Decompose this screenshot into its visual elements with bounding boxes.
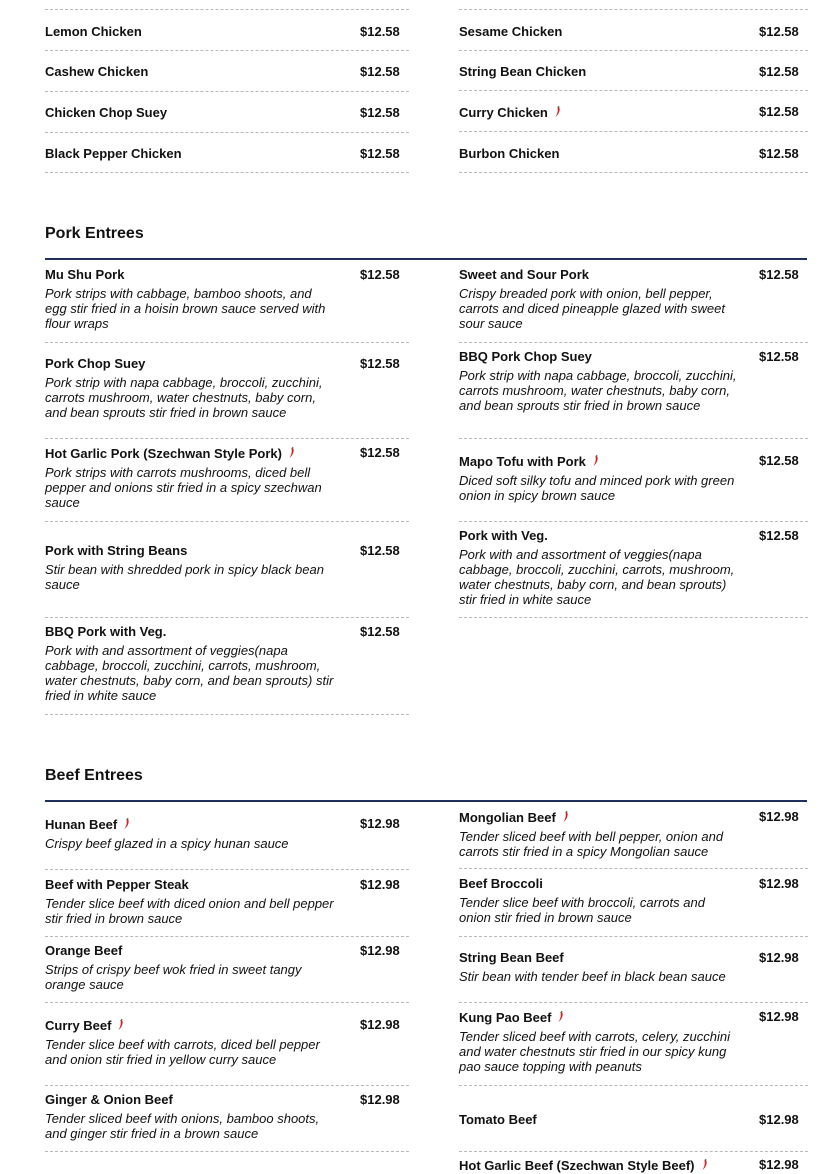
menu-item-string-bean-chicken[interactable] <box>459 51 808 91</box>
item-price: $12.58 <box>360 267 400 282</box>
chili-pepper-icon <box>123 818 131 833</box>
menu-item-ginger-onion-beef[interactable] <box>45 1086 409 1152</box>
pork-column-left <box>45 260 409 715</box>
chili-pepper-icon <box>557 1011 565 1026</box>
item-name <box>45 446 296 462</box>
item-name: Cashew Chicken <box>45 64 149 79</box>
item-description: Strips of crispy beef wok fried in sweet tangy orange sauce <box>45 962 302 992</box>
menu-item-mu-shu-pork[interactable] <box>45 260 409 343</box>
chicken-column-right <box>459 9 808 173</box>
menu-item-mapo-tofu-with-pork[interactable] <box>459 439 808 522</box>
item-name: String Bean Beef <box>459 950 564 965</box>
pork-column-right <box>459 260 808 618</box>
item-name: BBQ Pork with Veg. <box>45 624 167 639</box>
item-name: Sweet and Sour Pork <box>459 267 590 282</box>
item-description: Tender sliced beef with carrots, celery, zucchini and water chestnuts stir fried in our spicy kung pao sauce topping with peanuts <box>459 1029 730 1074</box>
item-price: $12.98 <box>360 1092 400 1107</box>
section-title-pork: Pork Entrees <box>45 225 144 242</box>
item-description: Pork strip with napa cabbage, broccoli, zucchini, carrots mushroom, water chestnuts, baby corn, and bean sprouts stir fried in brown sauce <box>45 375 323 420</box>
item-name: Mu Shu Pork <box>45 267 125 282</box>
item-name: Sesame Chicken <box>459 24 563 39</box>
section-title-beef: Beef Entrees <box>45 767 143 784</box>
item-description: Pork strip with napa cabbage, broccoli, zucchini, carrots mushroom, water chestnuts, baby corn, and bean sprouts stir fried in brown sauce <box>459 368 737 413</box>
item-price: $12.58 <box>759 528 799 543</box>
menu-item-mongolian-beef[interactable] <box>459 802 808 869</box>
chili-pepper-icon <box>288 447 296 462</box>
menu-item-burbon-chicken[interactable] <box>459 132 808 173</box>
item-price: $12.58 <box>360 64 400 79</box>
item-name: Pork with String Beans <box>45 543 188 558</box>
item-description: Tender sliced beef with bell pepper, onion and carrots stir fried in a spicy Mongolian sauce <box>459 829 724 859</box>
menu-item-hot-garlic-pork[interactable] <box>45 439 409 522</box>
item-description: Stir bean with shredded pork in spicy black bean sauce <box>45 562 324 592</box>
menu-item-pork-with-veg[interactable] <box>459 522 808 618</box>
item-description: Pork with and assortment of veggies(napa cabbage, broccoli, zucchini, carrots, mushroom, water chestnuts, baby corn, and bean sprouts) stir fried in white sauce <box>459 547 735 607</box>
item-price: $12.58 <box>759 146 799 161</box>
item-name-text: Hunan Beef <box>45 817 118 832</box>
item-name: Ginger & Onion Beef <box>45 1092 173 1107</box>
menu-item-bbq-pork-chop-suey[interactable] <box>459 343 808 439</box>
item-name <box>459 105 562 121</box>
item-price: $12.58 <box>360 105 400 120</box>
item-price: $12.58 <box>360 146 400 161</box>
item-name: Burbon Chicken <box>459 146 560 161</box>
item-price: $12.98 <box>360 816 400 831</box>
menu-item-hunan-beef[interactable] <box>45 802 409 870</box>
item-name-text: Mapo Tofu with Pork <box>459 454 586 469</box>
beef-column-left <box>45 802 409 1152</box>
item-price: $12.58 <box>759 24 799 39</box>
item-description: Pork strips with cabbage, bamboo shoots, and egg stir fried in a hoisin brown sauce served with flour wraps <box>45 286 326 331</box>
menu-item-curry-chicken[interactable] <box>459 91 808 132</box>
menu-item-kung-pao-beef[interactable] <box>459 1003 808 1086</box>
item-price: $12.98 <box>759 1009 799 1024</box>
item-price: $12.98 <box>360 1017 400 1032</box>
menu-item-curry-beef[interactable] <box>45 1003 409 1086</box>
item-description: Crispy breaded pork with onion, bell pepper, carrots and diced pineapple glazed with sweet sour sauce <box>459 286 725 331</box>
item-price: $12.98 <box>759 1157 799 1172</box>
item-price: $12.98 <box>759 950 799 965</box>
item-name-text: Mongolian Beef <box>459 810 556 825</box>
item-price: $12.58 <box>360 543 400 558</box>
item-name-text: Hot Garlic Pork (Szechwan Style Pork) <box>45 446 282 461</box>
item-name: Orange Beef <box>45 943 123 958</box>
item-name: Beef with Pepper Steak <box>45 877 189 892</box>
item-name-text: Curry Chicken <box>459 105 548 120</box>
item-description: Tender slice beef with carrots, diced bell pepper and onion stir fried in yellow curry sauce <box>45 1037 320 1067</box>
chili-pepper-icon <box>554 106 562 121</box>
item-price: $12.98 <box>360 943 400 958</box>
menu-item-beef-with-pepper-steak[interactable] <box>45 870 409 937</box>
chili-pepper-icon <box>562 811 570 826</box>
item-description: Pork strips with carrots mushrooms, diced bell pepper and onions stir fried in a spicy szechwan sauce <box>45 465 322 510</box>
item-name <box>45 817 131 833</box>
menu-item-sweet-and-sour-pork[interactable] <box>459 260 808 343</box>
item-name: Beef Broccoli <box>459 876 543 891</box>
item-price: $12.58 <box>360 624 400 639</box>
item-price: $12.58 <box>759 104 799 119</box>
item-name-text: Hot Garlic Beef (Szechwan Style Beef) <box>459 1158 695 1173</box>
chili-pepper-icon <box>592 455 600 470</box>
item-name: Pork with Veg. <box>459 528 548 543</box>
item-name <box>459 1010 565 1026</box>
item-name: Lemon Chicken <box>45 24 142 39</box>
item-price: $12.98 <box>759 809 799 824</box>
item-price: $12.58 <box>759 267 799 282</box>
item-price: $12.58 <box>759 453 799 468</box>
item-name: BBQ Pork Chop Suey <box>459 349 592 364</box>
menu-item-black-pepper-chicken[interactable] <box>45 133 409 173</box>
chicken-column-left <box>45 9 409 173</box>
item-name <box>459 454 600 470</box>
menu-item-beef-broccoli[interactable] <box>459 869 808 937</box>
item-price: $12.58 <box>759 64 799 79</box>
item-name-text: Kung Pao Beef <box>459 1010 552 1025</box>
item-name <box>45 1018 125 1034</box>
item-description: Tender slice beef with diced onion and bell pepper stir fried in brown sauce <box>45 896 334 926</box>
item-description: Diced soft silky tofu and minced pork with green onion in spicy brown sauce <box>459 473 735 503</box>
item-price: $12.58 <box>759 349 799 364</box>
chili-pepper-icon <box>117 1019 125 1034</box>
item-name: Tomato Beef <box>459 1112 537 1127</box>
menu-item-tomato-beef[interactable] <box>459 1086 808 1152</box>
item-name: Chicken Chop Suey <box>45 105 168 120</box>
item-name: String Bean Chicken <box>459 64 587 79</box>
item-price: $12.98 <box>360 877 400 892</box>
item-price: $12.58 <box>360 24 400 39</box>
menu-item-hot-garlic-beef[interactable] <box>459 1152 808 1172</box>
menu-item-chicken-chop-suey[interactable] <box>45 92 409 133</box>
item-description: Pork with and assortment of veggies(napa cabbage, broccoli, zucchini, carrots, mushroom, water chestnuts, baby corn, and bean sprouts) stir fried in white sauce <box>45 643 334 703</box>
menu-item-cashew-chicken[interactable] <box>45 51 409 92</box>
menu-item-pork-with-string-beans[interactable] <box>45 522 409 618</box>
item-description: Crispy beef glazed in a spicy hunan sauce <box>45 836 289 851</box>
item-name-text: Curry Beef <box>45 1018 112 1033</box>
item-price: $12.58 <box>360 445 400 460</box>
item-name <box>459 810 570 826</box>
menu-item-bbq-pork-with-veg[interactable] <box>45 618 409 715</box>
item-description: Stir bean with tender beef in black bean sauce <box>459 969 726 984</box>
menu-item-orange-beef[interactable] <box>45 937 409 1003</box>
item-price: $12.98 <box>759 1112 799 1127</box>
item-description: Tender sliced beef with onions, bamboo shoots, and ginger stir fried in a brown sauce <box>45 1111 320 1141</box>
item-price: $12.58 <box>360 356 400 371</box>
menu-item-string-bean-beef[interactable] <box>459 937 808 1003</box>
menu-item-sesame-chicken[interactable] <box>459 9 808 51</box>
item-name: Pork Chop Suey <box>45 356 146 371</box>
menu-item-lemon-chicken[interactable] <box>45 9 409 51</box>
item-name: Black Pepper Chicken <box>45 146 182 161</box>
beef-column-right <box>459 802 808 1172</box>
item-description: Tender slice beef with broccoli, carrots and onion stir fried in brown sauce <box>459 895 705 925</box>
menu-item-pork-chop-suey[interactable] <box>45 343 409 439</box>
item-price: $12.98 <box>759 876 799 891</box>
